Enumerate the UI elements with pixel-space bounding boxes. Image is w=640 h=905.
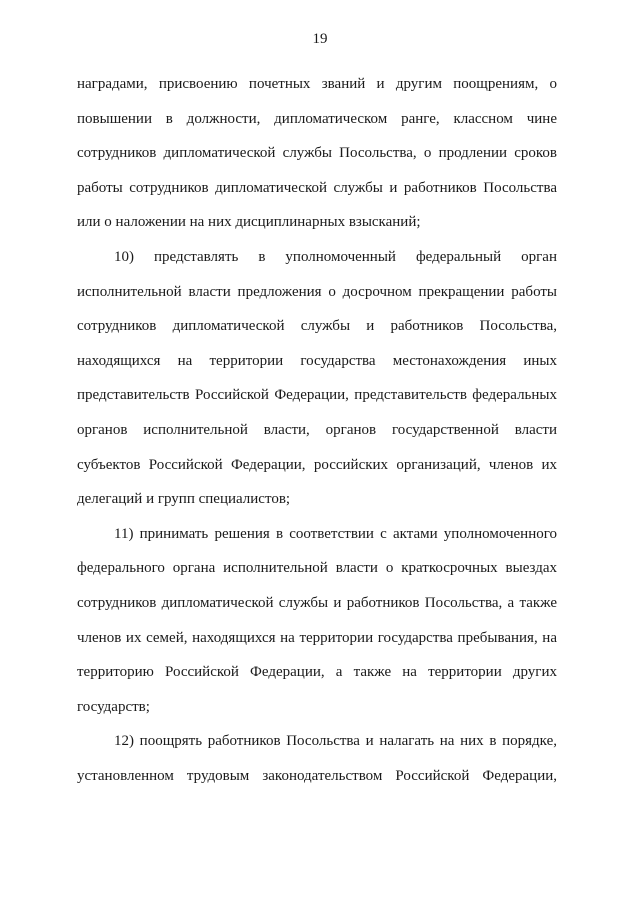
text-line: территорию Российской Федерации, а также на территории других	[77, 664, 557, 681]
text-line: повышении в должности, дипломатическом ранге, классном чине	[77, 110, 557, 127]
paragraph-p-12	[77, 724, 557, 793]
text-line: делегаций и групп специалистов;	[77, 491, 291, 508]
page-number: 19	[312, 31, 328, 47]
paragraph-p-continuation	[77, 67, 557, 240]
text-line: находящихся на территории государства местонахождения иных	[77, 352, 557, 369]
text-line: государств;	[77, 698, 150, 715]
text-line: или о наложении на них дисциплинарных взысканий;	[77, 214, 421, 231]
text-line: установленном трудовым законодательством Российской Федерации,	[77, 767, 557, 784]
text-line: членов их семей, находящихся на территории государства пребывания, на	[77, 629, 557, 646]
text-line: наградами, присвоению почетных званий и другим поощрениям, о	[77, 76, 557, 92]
text-line: федерального органа исполнительной власти о краткосрочных выездах	[77, 560, 557, 577]
text-line: 12) поощрять работников Посольства и налагать на них в порядке,	[114, 733, 557, 750]
document-body	[77, 67, 557, 793]
text-line: работы сотрудников дипломатической службы и работников Посольства	[77, 179, 557, 196]
paragraph-p-10	[77, 240, 557, 517]
text-line: исполнительной власти предложения о досрочном прекращении работы	[77, 283, 557, 300]
text-line: 10) представлять в уполномоченный федеральный орган	[114, 248, 557, 265]
text-line: сотрудников дипломатической службы и работников Посольства, а также	[77, 594, 557, 611]
text-line: представительств Российской Федерации, представительств федеральных	[77, 387, 557, 404]
text-line: 11) принимать решения в соответствии с актами уполномоченного	[114, 525, 557, 542]
text-line: сотрудников дипломатической службы и работников Посольства,	[77, 318, 557, 335]
text-line: субъектов Российской Федерации, российских организаций, членов их	[77, 456, 557, 473]
text-line: сотрудников дипломатической службы Посольства, о продлении сроков	[77, 145, 557, 162]
text-line: органов исполнительной власти, органов государственной власти	[77, 421, 557, 438]
paragraph-p-11	[77, 517, 557, 725]
